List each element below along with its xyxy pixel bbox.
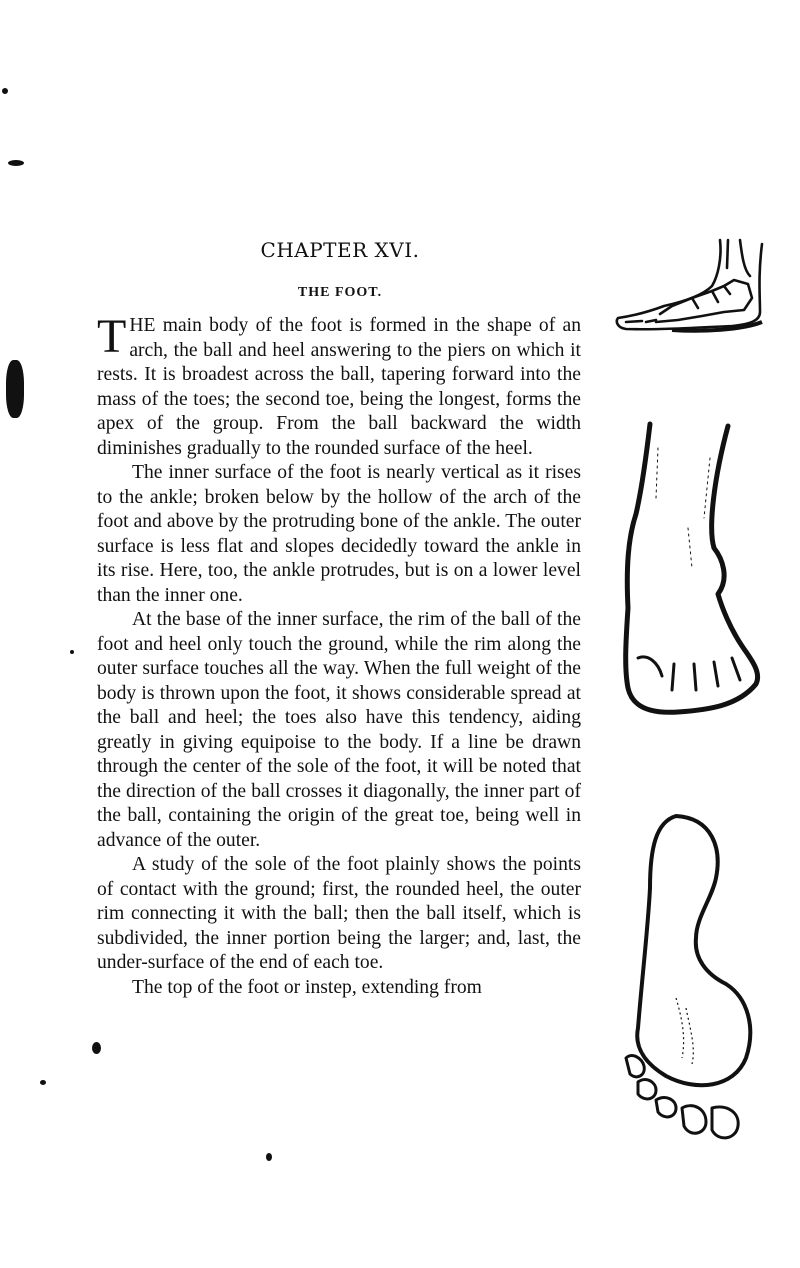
chapter-heading: CHAPTER XVI. — [260, 238, 420, 262]
paragraph-5: The top of the foot or instep, extending from — [132, 976, 482, 998]
ink-blot — [70, 650, 74, 654]
ink-blot — [2, 88, 8, 94]
foot-front-view-figure — [618, 418, 768, 723]
paragraph-2: The inner surface of the foot is nearly vertical as it rises to the ankle; broken below by the hollow of the arch of the foot and above by the protruding bone of the ankle. The outer surface is less flat and slopes decidedly toward the ankle in its rise. Here, too, the ankle protrudes, but is on a lower level than the inner one. — [97, 462, 581, 606]
drop-cap: T — [97, 310, 127, 363]
body-text — [97, 310, 581, 1000]
paragraph-1: THE main body of the foot is formed in the shape of an arch, the ball and heel answering to the piers on which it rests. It is broadest across the ball, tapering forward into the mass of the toes; the second toe, being the longest, forms the apex of the group. From the ball backward the width diminishes gradually to the rounded surface of the heel. — [97, 310, 581, 459]
ink-blot — [40, 1080, 46, 1085]
ink-blot — [6, 360, 24, 418]
paragraph-3: At the base of the inner surface, the rim of the ball of the foot and heel only touch the ground, while the rim along the outer surface touches all the way. When the full weight of the body is thrown upon the foot, it shows considerable spread at the ball and heel; the toes also have this tendency, aiding greatly in giving equipoise to the body. If a line be drawn through the center of the sole of the foot, it will be noted that the direction of the ball crosses it diagonally, the inner part of the ball, containing the origin of the great toe, being well in advance of the outer. — [97, 609, 581, 851]
ink-blot — [92, 1042, 101, 1054]
foot-sole-view-figure — [616, 808, 766, 1148]
section-heading: THE FOOT. — [297, 285, 383, 300]
paragraph-4: A study of the sole of the foot plainly shows the points of contact with the ground; first, the rounded heel, the outer rim connecting it with the ball; then the ball itself, which is subdivided, the inner portion being the larger; and, last, the under-surface of the end of each toe. — [97, 854, 581, 973]
ink-blot — [266, 1153, 272, 1161]
ink-blot — [8, 160, 24, 166]
foot-skeleton-side-view-figure — [612, 236, 768, 336]
